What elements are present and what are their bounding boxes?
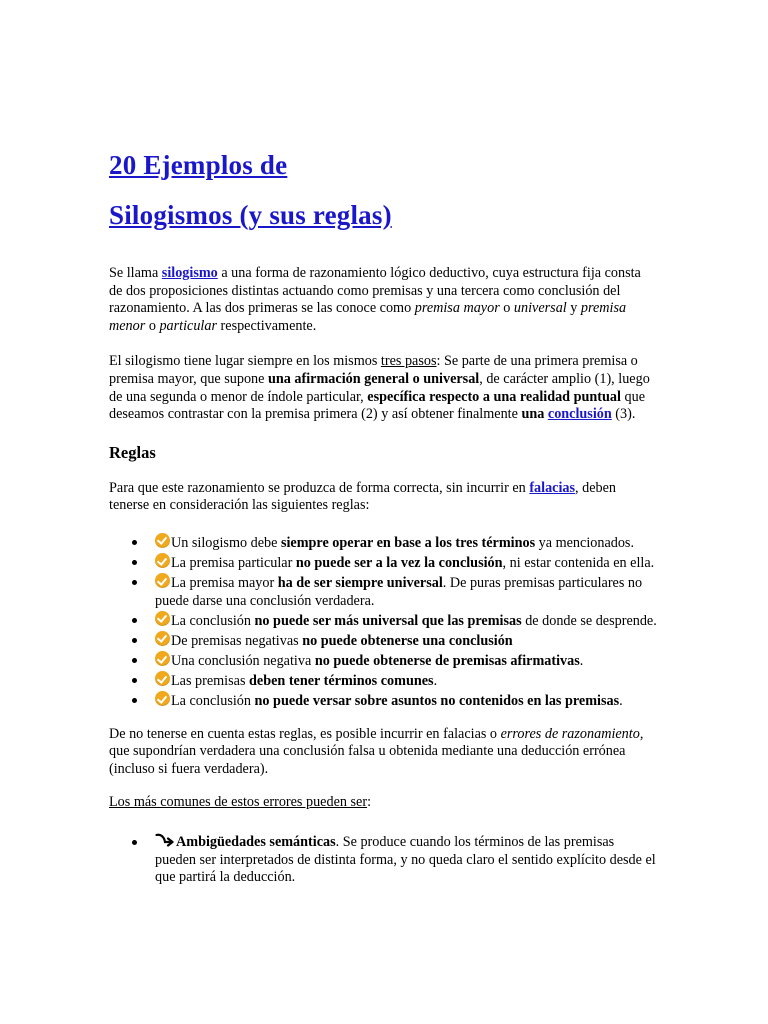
- list-item: Las premisas deben tener términos comunes.: [109, 671, 657, 691]
- rules-list: [109, 533, 657, 711]
- list-item: La premisa mayor ha de ser siempre universal. De puras premisas particulares no puede darse una conclusión verdadera.: [109, 573, 657, 610]
- intro-paragraph: Se llama silogismo a una forma de razonamiento lógico deductivo, cuya estructura fija consta de dos proposiciones distintas actuando como premisas y una tercera como conclusión del razonamiento. A las dos primeras se las conoce como premisa mayor o universal y premisa menor o particular respectivamente.: [109, 265, 641, 334]
- list-item: Ambigüedades semánticas. Se produce cuando los términos de las premisas pueden ser interpretados de distinta forma, y no queda claro el sentido explícito desde el que partirá la deducción.: [109, 833, 657, 887]
- errors-list: [109, 833, 657, 887]
- page-title: [109, 140, 657, 240]
- check-icon: [155, 533, 170, 548]
- list-item: La premisa particular no puede ser a la vez la conclusión, ni estar contenida en ella.: [109, 553, 657, 573]
- list-item: De premisas negativas no puede obtenerse una conclusión: [109, 631, 657, 651]
- check-icon: [155, 631, 170, 646]
- steps-paragraph: El silogismo tiene lugar siempre en los mismos tres pasos: Se parte de una primera premisa o premisa mayor, que supone una afirmación general o universal, de carácter amplio (1), luego de una segunda o menor de índole particular, específica respecto a una realidad puntual que deseamos contrastar con la premisa primera (2) y así obtener finalmente una conclusión (3).: [109, 353, 650, 423]
- rules-heading: Reglas: [109, 442, 156, 462]
- conclusion-link[interactable]: conclusión: [547, 406, 612, 423]
- list-item: La conclusión no puede ser más universal que las premisas de donde se desprende.: [109, 611, 657, 631]
- check-icon: [155, 651, 170, 666]
- silogismo-link[interactable]: silogismo: [161, 265, 218, 281]
- list-item: La conclusión no puede versar sobre asuntos no contenidos en las premisas.: [109, 691, 657, 711]
- check-icon: [155, 691, 170, 706]
- list-item: Una conclusión negativa no puede obtenerse de premisas afirmativas.: [109, 651, 657, 671]
- list-item: Un silogismo debe siempre operar en base a los tres términos ya mencionados.: [109, 533, 657, 553]
- document-page: [109, 140, 657, 901]
- falacias-link[interactable]: falacias: [529, 479, 576, 496]
- check-icon: [155, 573, 170, 588]
- check-icon: [155, 611, 170, 626]
- rules-intro-paragraph: Para que este razonamiento se produzca de forma correcta, sin incurrir en falacias, deben tenerse en consideración las siguientes reglas:: [109, 479, 617, 514]
- curved-arrow-icon: [155, 833, 175, 847]
- title-link[interactable]: 20 Ejemplos de Silogismos (y sus reglas): [109, 150, 392, 230]
- check-icon: [155, 671, 170, 686]
- check-icon: [155, 553, 170, 568]
- errors-intro-paragraph: Los más comunes de estos errores pueden ser:: [109, 793, 372, 810]
- fallacies-paragraph: De no tenerse en cuenta estas reglas, es posible incurrir en falacias o errores de razonamiento, que supondrían verdadera una conclusión falsa u obtenida mediante una deducción errónea (incluso si fuera verdadera).: [109, 725, 644, 777]
